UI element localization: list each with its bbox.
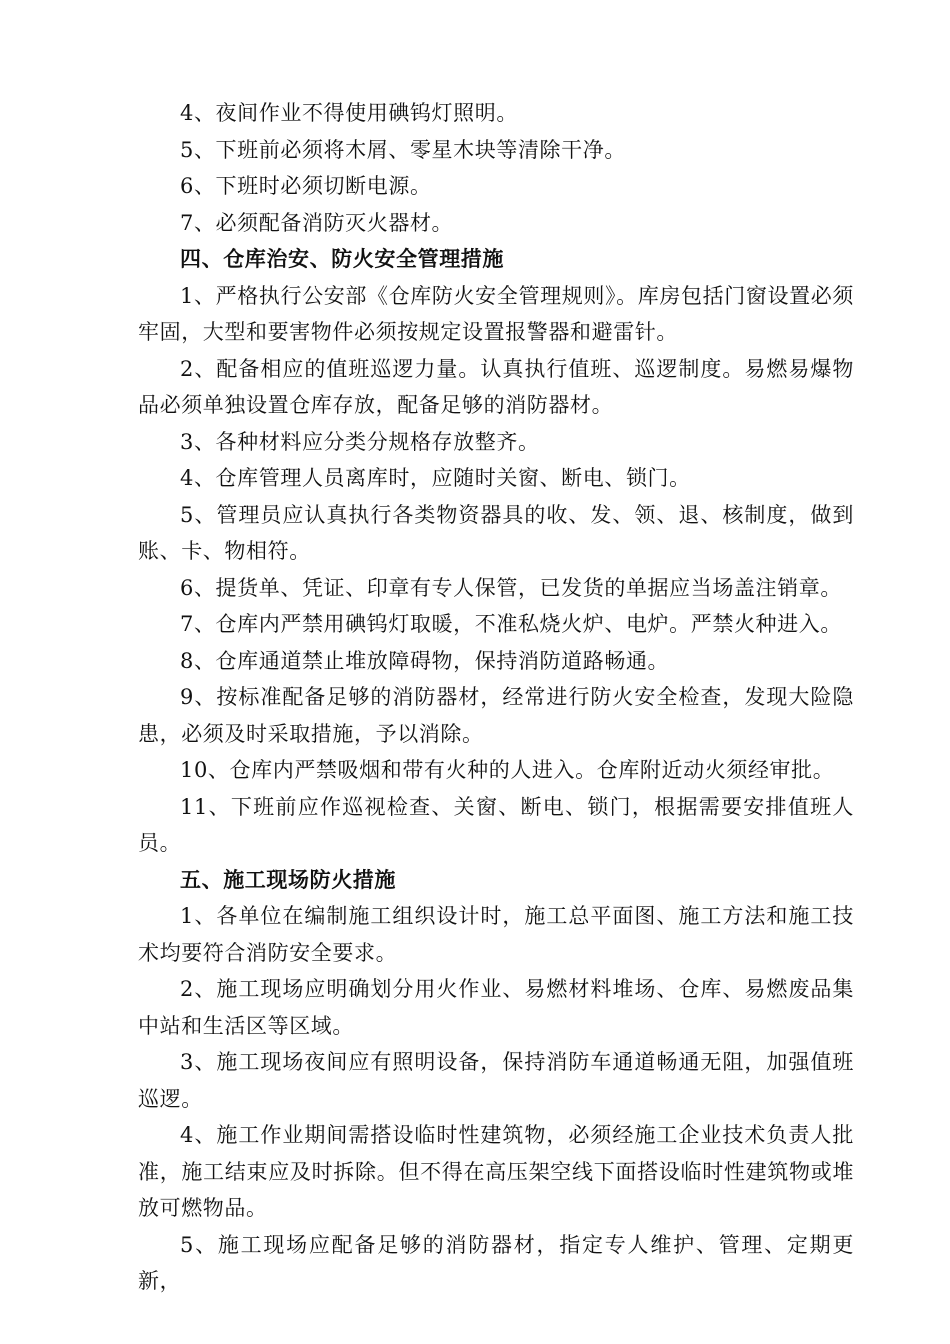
paragraph: 3、各种材料应分类分规格存放整齐。 [180, 429, 540, 454]
paragraph: 4、施工作业期间需搭设临时性建筑物，必须经施工企业技术负责人批准，施工结束应及时拆除。但不得在高压架空线下面搭设临时性建筑物或堆放可燃物品。 [138, 1123, 854, 1220]
paragraph: 6、下班时必须切断电源。 [180, 174, 432, 198]
paragraph: 9、按标准配备足够的消防器材，经常进行防火安全检查，发现大险隐患，必须及时采取措施，予以消除。 [138, 685, 854, 746]
section-heading: 四、仓库治安、防火安全管理措施 [180, 247, 504, 271]
section-heading: 五、施工现场防火措施 [180, 867, 396, 892]
paragraph: 5、管理员应认真执行各类物资器具的收、发、领、退、核制度，做到账、卡、物相符。 [138, 502, 854, 563]
paragraph: 1、各单位在编制施工组织设计时，施工总平面图、施工方法和施工技术均要符合消防安全要求。 [138, 904, 854, 965]
paragraph: 8、仓库通道禁止堆放障碍物，保持消防道路畅通。 [180, 648, 670, 673]
paragraph: 5、下班前必须将木屑、零星木块等清除干净。 [180, 137, 626, 162]
paragraph: 11、下班前应作巡视检查、关窗、断电、锁门，根据需要安排值班人员。 [138, 794, 854, 855]
paragraph: 7、仓库内严禁用碘钨灯取暖，不准私烧火炉、电炉。严禁火种进入。 [180, 612, 842, 636]
paragraph: 4、夜间作业不得使用碘钨灯照明。 [180, 101, 518, 125]
document-page [138, 95, 854, 1300]
paragraph: 3、施工现场夜间应有照明设备，保持消防车通道畅通无阻，加强值班巡逻。 [138, 1050, 854, 1111]
paragraph: 6、提货单、凭证、印章有专人保管，已发货的单据应当场盖注销章。 [180, 575, 842, 600]
paragraph: 10、仓库内严禁吸烟和带有火种的人进入。仓库附近动火须经审批。 [180, 758, 835, 782]
paragraph: 2、施工现场应明确划分用火作业、易燃材料堆场、仓库、易燃废品集中站和生活区等区域。 [138, 977, 854, 1038]
paragraph: 7、必须配备消防灭火器材。 [180, 210, 454, 235]
paragraph: 1、严格执行公安部《仓库防火安全管理规则》。库房包括门窗设置必须牢固，大型和要害物件必须按规定设置报警器和避雷针。 [138, 283, 854, 344]
paragraph: 2、配备相应的值班巡逻力量。认真执行值班、巡逻制度。易燃易爆物品必须单独设置仓库存放，配备足够的消防器材。 [138, 356, 854, 417]
paragraph: 5、施工现场应配备足够的消防器材，指定专人维护、管理、定期更新， [138, 1232, 854, 1293]
paragraph: 4、仓库管理人员离库时，应随时关窗、断电、锁门。 [180, 466, 691, 490]
